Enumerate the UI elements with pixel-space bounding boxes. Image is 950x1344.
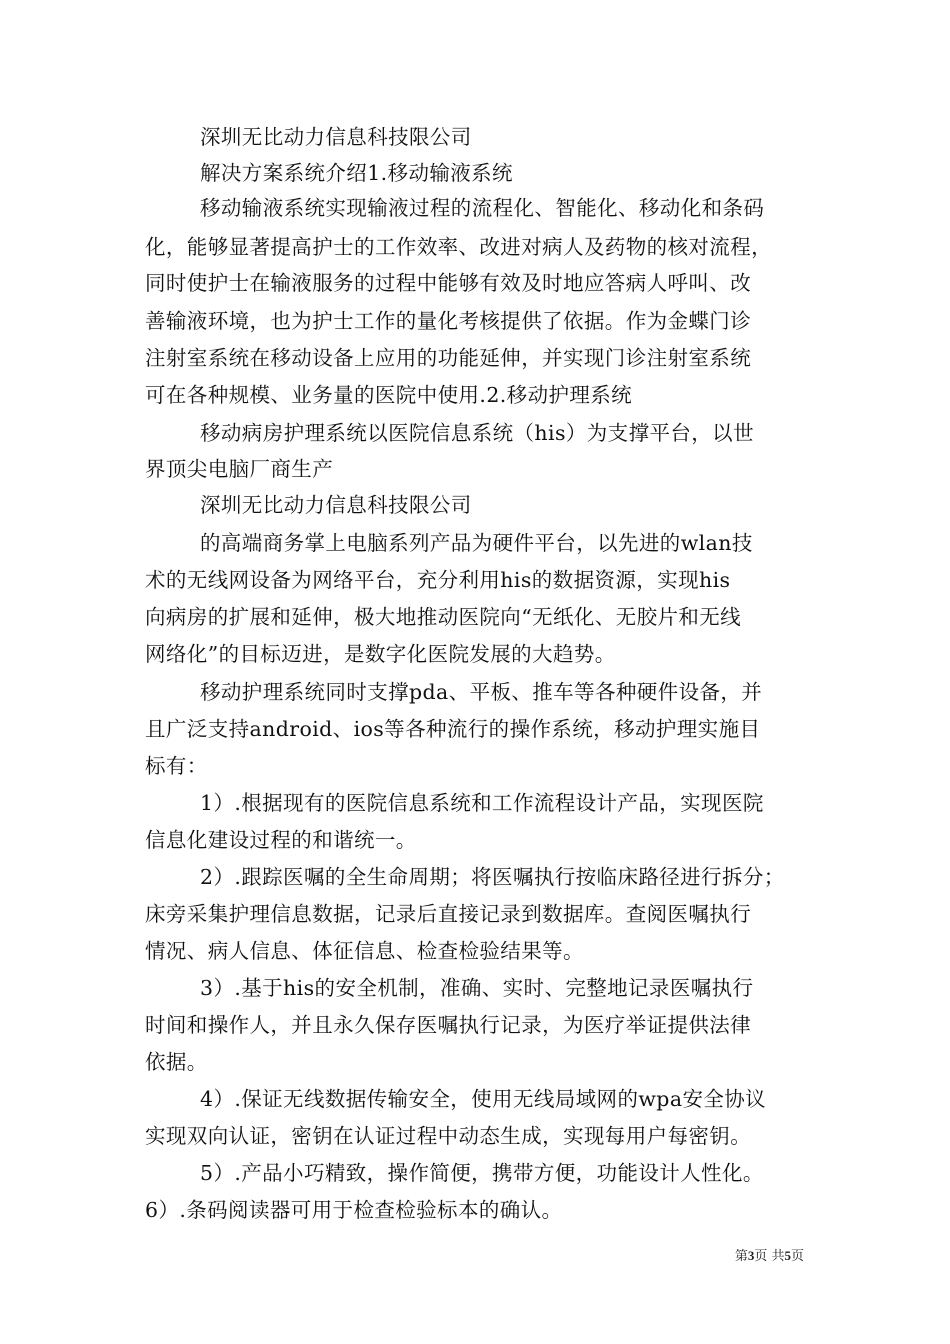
list-item: 2）.跟踪医嘱的全生命周期；将医嘱执行按临床路径进行拆分； (200, 865, 785, 889)
list-item-continuation: 实现双向认证，密钥在认证过程中动态生成，实现每用户每密钥。 (145, 1124, 752, 1148)
list-item-continuation: 信息化建设过程的和谐统一。 (145, 828, 417, 852)
list-item-continuation: 依据。 (145, 1050, 208, 1074)
current-page-number: 3 (747, 1248, 755, 1263)
paragraph-line: 的高端商务掌上电脑系列产品为硬件平台，以先进的wlan技 (200, 531, 753, 555)
paragraph-line: 标有： (145, 754, 208, 778)
paragraph-line: 移动护理系统同时支撑pda、平板、推车等各种硬件设备，并 (200, 680, 763, 704)
list-item-continuation: 时间和操作人，并且永久保存医嘱执行记录，为医疗举证提供法律 (145, 1013, 752, 1037)
paragraph-line: 移动病房护理系统以医院信息系统（his）为支撑平台，以世 (200, 421, 754, 445)
total-pages-number: 5 (784, 1248, 791, 1263)
footer-middle: 页 共 (754, 1249, 785, 1264)
paragraph-line: 界顶尖电脑厂商生产 (145, 457, 334, 481)
list-item-continuation: 床旁采集护理信息数据，记录后直接记录到数据库。查阅医嘱执行 (145, 902, 752, 926)
paragraph-line: 可在各种规模、业务量的医院中使用.2.移动护理系统 (145, 383, 633, 407)
paragraph-line: 术的无线网设备为网络平台，充分利用his的数据资源，实现his (145, 568, 731, 592)
footer-prefix: 第 (734, 1249, 748, 1264)
paragraph-line: 向病房的扩展和延伸，极大地推动医院向“无纸化、无胶片和无线 (145, 605, 742, 629)
list-item: 5）.产品小巧精致，操作简便，携带方便，功能设计人性化。 (200, 1161, 764, 1185)
footer-suffix: 页 (790, 1249, 804, 1264)
paragraph-line: 同时使护士在输液服务的过程中能够有效及时地应答病人呼叫、改 (145, 271, 752, 295)
paragraph-line: 网络化”的目标迈进，是数字化医院发展的大趋势。 (145, 642, 616, 666)
paragraph-line: 移动输液系统实现输液过程的流程化、智能化、移动化和条码 (200, 196, 765, 220)
paragraph-line: 且广泛支持android、ios等各种流行的操作系统，移动护理实施目 (145, 717, 761, 741)
list-item: 6）.条码阅读器可用于检查检验标本的确认。 (145, 1198, 563, 1222)
section-heading: 解决方案系统介绍1.移动输液系统 (200, 161, 513, 185)
paragraph-line: 注射室系统在移动设备上应用的功能延伸，并实现门诊注射室系统 (145, 346, 752, 370)
company-name: 深圳无比动力信息科技限公司 (200, 125, 472, 149)
list-item: 3）.基于his的安全机制，准确、实时、完整地记录医嘱执行 (200, 976, 754, 1000)
paragraph-line: 化，能够显著提高护士的工作效率、改进对病人及药物的核对流程， (145, 235, 772, 259)
list-item: 1）.根据现有的医院信息系统和工作流程设计产品，实现医院 (200, 791, 764, 815)
list-item-continuation: 情况、病人信息、体征信息、检查检验结果等。 (145, 939, 584, 963)
paragraph-line: 善输液环境，也为护士工作的量化考核提供了依据。作为金蝶门诊 (145, 309, 752, 333)
list-item: 4）.保证无线数据传输安全，使用无线局域网的wpa安全协议 (200, 1087, 767, 1111)
company-name: 深圳无比动力信息科技限公司 (200, 493, 472, 517)
page-number-footer (735, 1248, 804, 1265)
